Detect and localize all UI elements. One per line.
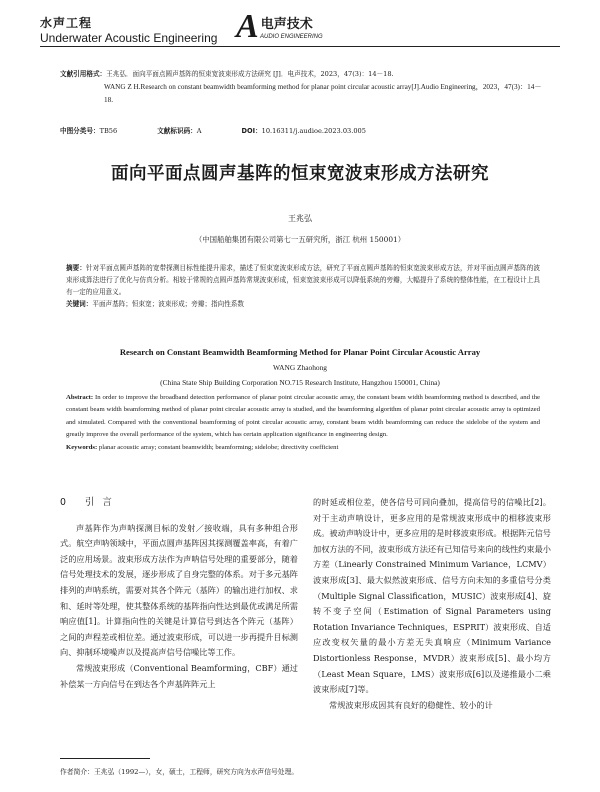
header-divider: [40, 46, 560, 47]
citation-label: 文献引用格式：: [60, 70, 107, 78]
citation-block: [60, 68, 550, 107]
body-paragraph: 的时延或相位差，使各信号可同向叠加，提高信号的信噪比[2]。对于主动声呐设计，更多应用的是常规波束形成中的相移波束形成。被动声呐设计中，更多应用的是时移波束形成。根据阵元信号加权方法的不同，波束形成方法还有已知信号来向的线性约束最小方差（Linearly Constrained Minimum Variance，LCMV）波束形成[3]、最大似然波束形成、信号方向未知的多重信号分类（Multiple Signal Classification，MUSIC）波束形成[4]、旋转不变子空间（Estimation of Signal Parameters using Rotation Invariance Techniques，ESPRIT）波束形成、自适应改变权矢量的最小方差无失真响应（Minimum Variance Distortionless Response，MVDR）波束形成[5]、最小均方（Least Mean Square，LMS）波束形成[6]以及递推最小二乘波束形成[7]等。: [313, 497, 551, 695]
journal-logo: [236, 8, 323, 45]
logo-mark: A: [236, 8, 259, 45]
journal-name-block: [40, 14, 217, 45]
affiliation-cn: （中国船舶集团有限公司第七一五研究所，浙江 杭州 150001）: [194, 235, 406, 244]
author-cn: 王兆弘: [288, 214, 312, 223]
affiliation-en: (China State Ship Building Corporation NO.715 Research Institute, Hangzhou 150001, China): [160, 378, 440, 387]
journal-header: [40, 10, 560, 48]
citation-en: WANG Z H.Research on constant beamwidth beamforming method for planar point circular acoustic array[J].Audio Engineering，2023，47(3)：14－18.: [104, 83, 542, 104]
keywords-cn: 平面声基阵；恒束宽；波束形成；旁瓣；指向性系数: [92, 300, 245, 308]
logo-title-en: AUDIO ENGINEERING: [260, 34, 323, 40]
keywords-en-label: Keywords:: [66, 443, 98, 451]
body-column-left: [60, 495, 298, 692]
abstract-en-label: Abstract:: [66, 394, 94, 401]
abstract-cn: [66, 262, 540, 310]
body-paragraph: 声基阵作为声呐探测目标的发射／接收端，具有多种组合形式。航空声呐领域中，平面点圆声基阵因其探测覆盖率高，有着广泛的应用场景。波束形成方法作为声呐信号处理的重要部分，随着信号处理技术的发展，逐步形成了自身完整的体系。对于多元基阵排列的声呐系统，需要对其各个阵元（基阵）的输出进行加权、求和、延时等处理，使其整体系统的基阵指向性达到最优或满足所需响应值[1]。计算指向性的关键是计算信号到达各个阵元（基阵）之间的声程差或相位差。通过波束形成，可以进一步再提升目标测向、抑制环境噪声以及提高声信号信噪比等工作。: [60, 522, 298, 658]
doi-value: 10.16311/j.audioe.2023.03.005: [261, 127, 366, 135]
doc-code-label: 文献标识码：: [157, 127, 197, 135]
page-title-cn: 面向平面点圆声基阵的恒束宽波束形成方法研究: [111, 164, 489, 184]
section-heading: [60, 495, 298, 511]
doi-label: DOI：: [241, 127, 262, 135]
journal-title-cn: 水声工程: [40, 16, 93, 30]
abstract-cn-text: 针对平面点圆声基阵的宽带探测目标性能提升需求，描述了恒束宽波束形成方法，研究了平面点圆声基阵的恒束宽波束形成方法，并对平面点圆声基阵的波束形成算法进行了优化与仿真分析。相较于常规的点圆声基阵常规波束形成，恒束宽波束形成可以降低系统的旁瓣，大幅提升了系统的整体性能，在工程设计上具有一定的应用意义。: [66, 264, 541, 296]
body-column-right: [313, 495, 551, 713]
logo-title-cn: 电声技术: [260, 17, 313, 32]
journal-title-en: Underwater Acoustic Engineering: [40, 31, 218, 45]
article-meta: [60, 125, 366, 135]
doc-code-value: A: [196, 127, 202, 135]
abstract-en-text: In order to improve the broadband detection performance of planar point circular acoustic array, the constant beam width beamforming method is described, and the constant beam width beamforming method of planar point circular acoustic array is studied, and the beamforming algorithm of planar point circular acoustic array is optimized and simulated. Compared with the conventional beamforming of point circular acoustic array, constant beam width beamforming can reduce the sidelobe of the system and greatly improve the overall performance of the system, which has certain application significance in engineering design.: [66, 394, 541, 439]
section-title: 引言: [84, 497, 120, 508]
author-footnote: 作者简介：王兆弘（1992—），女，硕士，工程师，研究方向为水声信号处理。: [60, 768, 299, 776]
body-paragraph: 常规波束形成（Conventional Beamforming，CBF）通过补偿某一方向信号在到达各个声基阵阵元上: [60, 662, 298, 689]
abstract-cn-label: 摘要：: [66, 264, 87, 272]
page-title-en: Research on Constant Beamwidth Beamforming Method for Planar Point Circular Acoustic Array: [119, 347, 481, 357]
clc-value: TB56: [99, 127, 118, 135]
abstract-en: [66, 392, 540, 454]
footnote-divider: [60, 758, 150, 759]
author-en: WANG Zhaohong: [273, 363, 327, 372]
keywords-en: planar acoustic array; constant beamwidth; beamforming; sidelobe; directivity coefficient: [98, 443, 339, 451]
body-paragraph: 常规波束形成因其有良好的稳健性、较小的计: [329, 699, 493, 710]
section-number: 0: [60, 497, 74, 508]
citation-cn: 王兆弘．面向平面点圆声基阵的恒束宽波束形成方法研究 [J]．电声技术，2023，47(3)：14－18.: [106, 70, 394, 78]
keywords-cn-label: 关键词：: [66, 300, 93, 308]
clc-label: 中图分类号：: [60, 127, 100, 135]
